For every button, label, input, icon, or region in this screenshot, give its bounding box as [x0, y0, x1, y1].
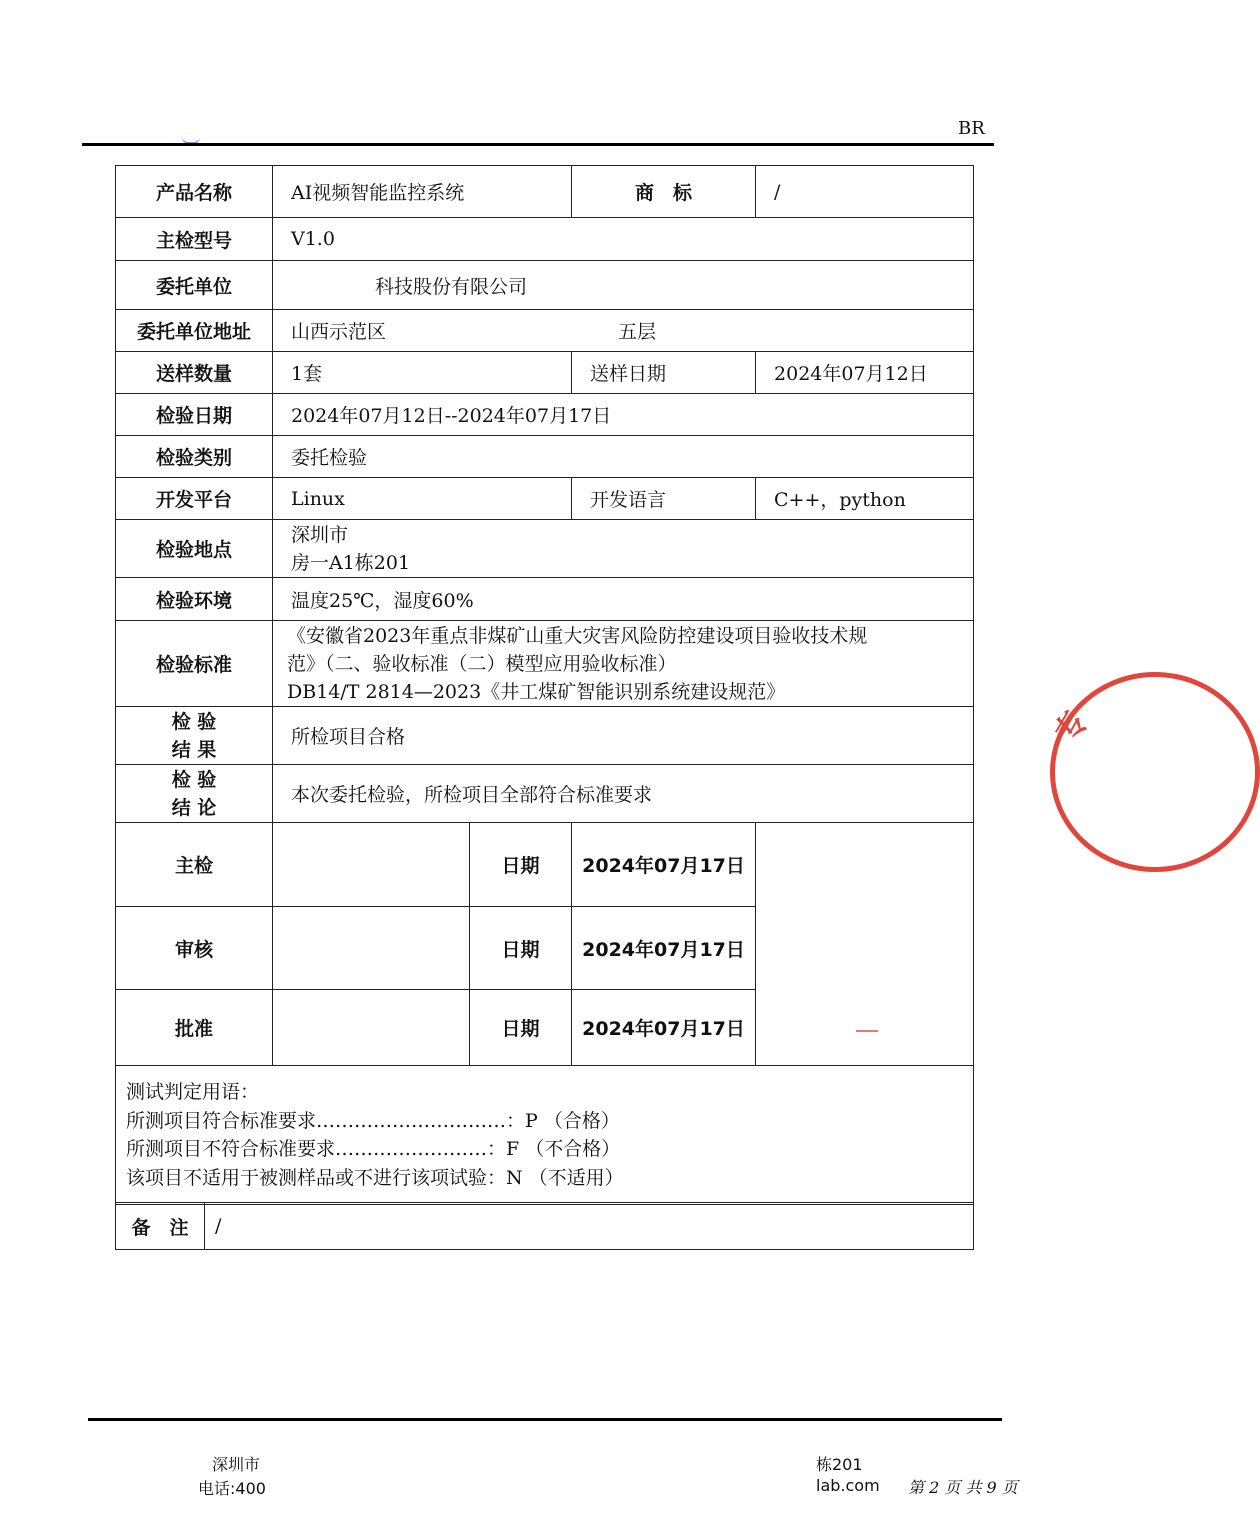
standard-line-2: 范》（二、验收标准（二）模型应用验收标准） [287, 652, 677, 675]
language-label: 开发语言 [572, 478, 756, 520]
location-line-1: 深圳市 [291, 523, 349, 546]
environment-value: 温度25℃，湿度60% [273, 578, 974, 621]
result-label-line-2: 结 果 [171, 738, 217, 761]
page-number: 第 2 页 共 9 页 [908, 1478, 1018, 1497]
signature-date-label: 日期 [470, 823, 572, 907]
standard-line-3: DB14/T 2814—2023《井工煤矿智能识别系统建设规范》 [287, 680, 786, 703]
standard-line-1: 《安徽省2023年重点非煤矿山重大灾害风险防控建设项目验收技术规 [287, 624, 868, 647]
note-table [115, 1202, 974, 1250]
signature-row [116, 823, 974, 907]
row-sample [116, 352, 974, 394]
result-label-line-1: 检 验 [171, 710, 217, 733]
footer-web: lab.com [816, 1476, 880, 1495]
footer-address-left: 深圳市 [212, 1455, 261, 1474]
location-value [273, 520, 974, 578]
report-info-table [115, 165, 974, 1205]
trademark-label: 商 标 [572, 166, 756, 218]
doc-code: BR [958, 118, 985, 139]
stamp-fragment [856, 1030, 878, 1032]
test-type-value: 委托检验 [273, 436, 974, 478]
model-label: 主检型号 [116, 218, 273, 261]
client-address-part-b: 五层 [618, 321, 657, 343]
test-type-label: 检验类别 [116, 436, 273, 478]
location-label: 检验地点 [116, 520, 273, 578]
signature-date: 2024年07月17日 [572, 823, 756, 907]
legend-na: 该项目不适用于被测样品或不进行该项试验：N （不适用） [126, 1166, 624, 1189]
signature-date: 2024年07月17日 [572, 990, 756, 1066]
row-standard [116, 621, 974, 707]
signature-role: 审核 [116, 907, 273, 990]
sample-date-value: 2024年07月12日 [756, 352, 974, 394]
signature-role: 批准 [116, 990, 273, 1066]
signature-date-label: 日期 [470, 990, 572, 1066]
signature-date: 2024年07月17日 [572, 907, 756, 990]
conclusion-value: 本次委托检验，所检项目全部符合标准要求 [273, 765, 974, 823]
signature-blank [273, 823, 470, 907]
model-value: V1.0 [273, 218, 974, 261]
standard-label: 检验标准 [116, 621, 273, 707]
row-conclusion [116, 765, 974, 823]
conclusion-label-line-1: 检 验 [171, 768, 217, 791]
note-value: / [205, 1203, 974, 1250]
signature-date-label: 日期 [470, 907, 572, 990]
client-address-value [273, 310, 974, 352]
product-name-value: AI视频智能监控系统 [273, 166, 572, 218]
official-seal [1050, 672, 1260, 872]
language-value: C++，python [756, 478, 974, 520]
header-rule [82, 143, 994, 146]
test-date-value: 2024年07月12日--2024年07月17日 [273, 394, 974, 436]
footer-rule [88, 1418, 1002, 1421]
client-value: 科技股份有限公司 [273, 261, 974, 310]
legend-fail: 所测项目不符合标准要求……………………：F （不合格） [126, 1138, 621, 1160]
row-client-address [116, 310, 974, 352]
platform-value: Linux [273, 478, 572, 520]
note-label: 备 注 [116, 1203, 205, 1250]
row-test-type [116, 436, 974, 478]
platform-label: 开发平台 [116, 478, 273, 520]
result-value: 所检项目合格 [273, 707, 974, 765]
conclusion-label-line-2: 结 论 [171, 796, 217, 819]
client-address-part-a: 山西示范区 [291, 321, 387, 343]
result-label [116, 707, 273, 765]
legend-title: 测试判定用语： [126, 1081, 260, 1103]
row-location [116, 520, 974, 578]
official-seal-glyph: 专 [1047, 702, 1097, 750]
signature-blank [273, 990, 470, 1066]
conclusion-label [116, 765, 273, 823]
signature-blank [273, 907, 470, 990]
client-label: 委托单位 [116, 261, 273, 310]
sample-qty-value: 1套 [273, 352, 572, 394]
row-client [116, 261, 974, 310]
legend-pass: 所测项目符合标准要求…………………………：P （合格） [126, 1109, 620, 1132]
row-environment [116, 578, 974, 621]
sample-qty-label: 送样数量 [116, 352, 273, 394]
standard-value [273, 621, 974, 707]
location-line-2: 房一A1栋201 [291, 551, 411, 574]
row-platform [116, 478, 974, 520]
sample-date-label: 送样日期 [572, 352, 756, 394]
product-name-label: 产品名称 [116, 166, 273, 218]
test-date-label: 检验日期 [116, 394, 273, 436]
row-legend [116, 1066, 974, 1205]
footer-phone: 电话:400 [198, 1479, 266, 1498]
environment-label: 检验环境 [116, 578, 273, 621]
client-address-label: 委托单位地址 [116, 310, 273, 352]
row-test-date [116, 394, 974, 436]
row-product-name [116, 166, 974, 218]
signature-role: 主检 [116, 823, 273, 907]
judgement-legend [116, 1066, 974, 1205]
trademark-value: / [756, 166, 974, 218]
row-model [116, 218, 974, 261]
footer-address-right: 栋201 [816, 1455, 863, 1474]
row-result [116, 707, 974, 765]
